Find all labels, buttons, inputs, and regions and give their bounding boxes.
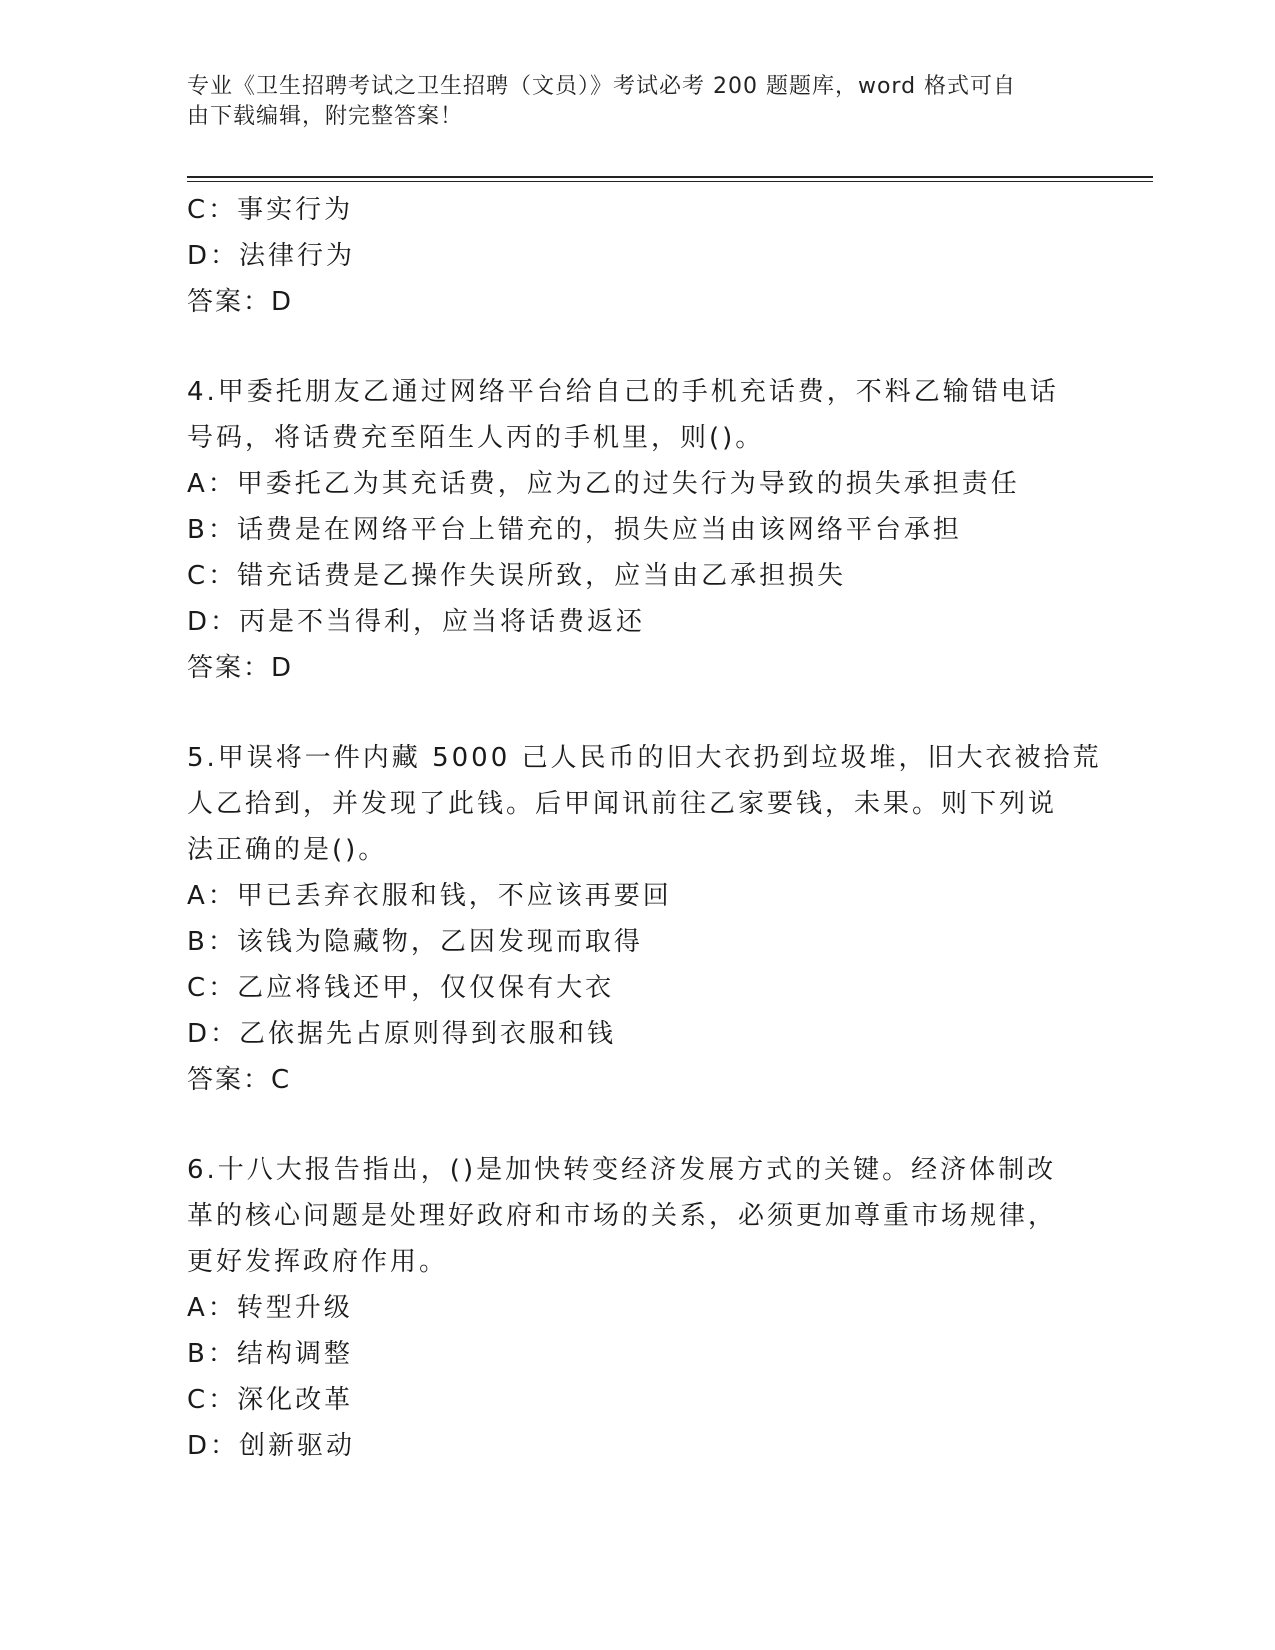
header-line-1: 专业《卫生招聘考试之卫生招聘（文员）》考试必考 200 题题库，word 格式可自 — [187, 74, 1017, 99]
question-stem-line: 法正确的是()。 — [187, 835, 388, 865]
question-list — [187, 187, 1102, 1469]
header-rule-thin — [187, 181, 1153, 182]
question-stem-line: 革的核心问题是处理好政府和市场的关系，必须更加尊重市场规律， — [187, 1201, 1058, 1231]
spacer — [187, 691, 1087, 735]
option-b: B：该钱为隐藏物，乙因发现而取得 — [187, 927, 643, 957]
option-a: A：转型升级 — [187, 1293, 353, 1323]
option-a: A：甲委托乙为其充话费，应为乙的过失行为导致的损失承担责任 — [187, 469, 1020, 499]
option-d: D：丙是不当得利，应当将话费返还 — [187, 607, 646, 637]
option-c: C：深化改革 — [187, 1385, 354, 1415]
option-b: B：话费是在网络平台上错充的，损失应当由该网络平台承担 — [187, 515, 962, 545]
question-stem-line: 更好发挥政府作用。 — [187, 1247, 449, 1277]
option-b: B：结构调整 — [187, 1339, 353, 1369]
question-3 — [187, 187, 1087, 325]
question-6 — [187, 1147, 1087, 1469]
question-stem-line: 6.十八大报告指出，()是加快转变经济发展方式的关键。经济体制改 — [187, 1155, 1057, 1185]
question-stem-line: 4.甲委托朋友乙通过网络平台给自己的手机充话费，不料乙输错电话 — [187, 377, 1059, 407]
page-header — [187, 72, 1067, 132]
option-a: A：甲已丢弃衣服和钱，不应该再要回 — [187, 881, 672, 911]
answer: 答案：C — [187, 1065, 292, 1095]
answer: 答案：D — [187, 287, 294, 317]
spacer — [187, 1103, 1087, 1147]
option-d: D：法律行为 — [187, 241, 356, 271]
answer: 答案：D — [187, 653, 294, 683]
question-5 — [187, 735, 1102, 1103]
question-4 — [187, 369, 1087, 691]
question-stem-line: 人乙拾到，并发现了此钱。后甲闻讯前往乙家要钱，未果。则下列说 — [187, 789, 1058, 819]
header-line-2: 由下载编辑，附完整答案！ — [187, 104, 464, 129]
option-c: C：错充话费是乙操作失误所致，应当由乙承担损失 — [187, 561, 847, 591]
option-d: D：创新驱动 — [187, 1431, 356, 1461]
header-rule-thick — [187, 176, 1153, 178]
option-d: D：乙依据先占原则得到衣服和钱 — [187, 1019, 617, 1049]
question-stem-line: 号码，将话费充至陌生人丙的手机里，则()。 — [187, 423, 765, 453]
spacer — [187, 325, 1087, 369]
option-c: C：乙应将钱还甲，仅仅保有大衣 — [187, 973, 615, 1003]
question-stem-line: 5.甲误将一件内藏 5000 己人民币的旧大衣扔到垃圾堆，旧大衣被拾荒 — [187, 743, 1102, 773]
option-c: C：事实行为 — [187, 195, 354, 225]
